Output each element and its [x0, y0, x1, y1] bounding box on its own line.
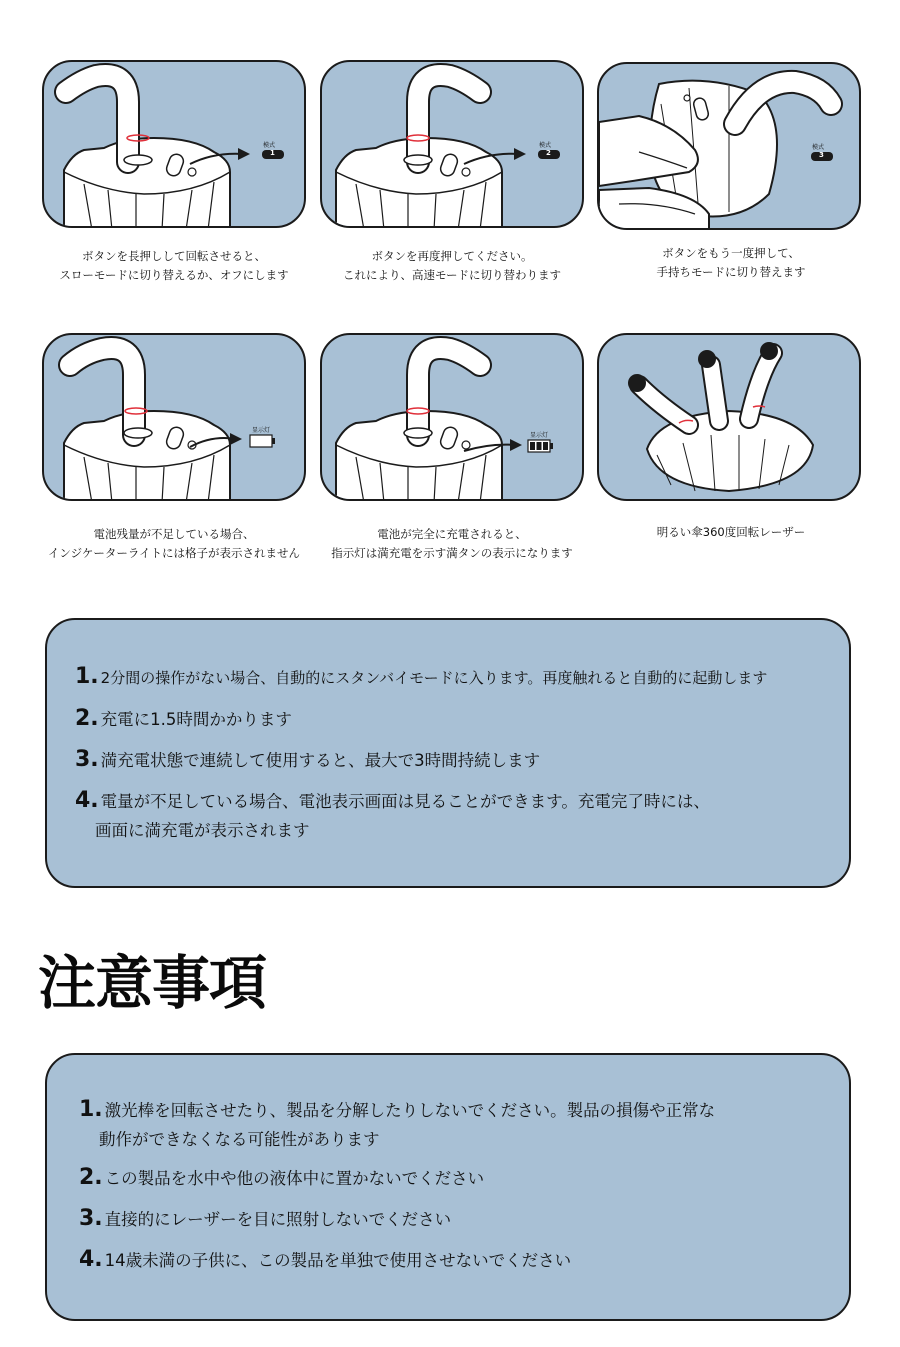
caption-line: ボタンをもう一度押して、 — [662, 246, 800, 260]
caption-line: 指示灯は満充電を示す満タンの表示になります — [331, 546, 573, 560]
caption-line: スローモードに切り替えるか、オフにします — [59, 268, 289, 282]
note-text: 2分間の操作がない場合、自動的にスタンバイモードに入ります。再度触れると自動的に起動します — [100, 669, 768, 687]
note-text: 満充電状態で連続して使用すると、最大で3時間持続します — [100, 751, 541, 770]
caption-line: ボタンを長押しして回転させると、 — [82, 249, 266, 263]
caption-line: 電池残量が不足している場合、 — [93, 527, 255, 541]
mode-label: 模式 — [539, 142, 552, 149]
caption-line: インジケーターライトには格子が表示されません — [47, 546, 301, 560]
note-number: 2. — [75, 706, 99, 731]
mode-number: 3 — [819, 151, 824, 159]
note-text: 充電に1.5時間かかります — [100, 710, 292, 729]
caution-4 — [79, 1247, 571, 1272]
usage-note-4 — [75, 788, 710, 841]
caution-number: 1. — [79, 1097, 103, 1122]
mode-number: 1 — [270, 149, 275, 157]
step-3-caption — [581, 244, 881, 282]
umbrella-device-illustration — [44, 335, 306, 501]
step-1-caption — [24, 247, 324, 285]
step-6-illustration — [597, 333, 861, 501]
usage-note-1 — [75, 664, 767, 689]
caution-2 — [79, 1165, 484, 1190]
step-1-illustration — [42, 60, 306, 228]
caution-text-continued: 動作ができなくなる可能性があります — [99, 1130, 380, 1149]
mode-number: 2 — [546, 149, 551, 157]
caption-line: 手持ちモードに切り替えます — [656, 265, 806, 279]
caption-line: 電池が完全に充電されると、 — [377, 527, 527, 541]
mode-label: 模式 — [812, 144, 825, 151]
step-3-illustration — [597, 62, 861, 230]
step-2-caption — [302, 247, 602, 285]
indicator-label: 显示灯 — [530, 432, 549, 439]
caution-number: 4. — [79, 1247, 103, 1272]
caption-line: 明るい傘360度回転レーザー — [656, 525, 806, 539]
cautions-box — [45, 1053, 851, 1321]
mode-label: 模式 — [263, 142, 276, 149]
page-title: 注意事項 — [38, 949, 267, 1017]
caption-line: ボタンを再度押してください。 — [371, 249, 533, 263]
note-text: 電量が不足している場合、電池表示画面は見ることができます。充電完了時には、 — [100, 792, 710, 811]
step-4-illustration — [42, 333, 306, 501]
usage-note-2 — [75, 706, 292, 731]
step-6-caption — [581, 523, 881, 542]
step-5-illustration — [320, 333, 584, 501]
umbrella-device-illustration — [322, 335, 584, 501]
note-number: 3. — [75, 747, 99, 772]
note-text-continued: 画面に満充電が表示されます — [95, 821, 310, 840]
caution-number: 2. — [79, 1165, 103, 1190]
battery-icon — [250, 435, 272, 447]
step-5-caption — [302, 525, 602, 563]
caption-line: これにより、高速モードに切り替わります — [342, 268, 562, 282]
caution-text: 直接的にレーザーを目に照射しないでください — [104, 1210, 452, 1229]
caution-text: この製品を水中や他の液体中に置かないでください — [104, 1169, 485, 1188]
usage-note-3 — [75, 747, 540, 772]
step-2-illustration — [320, 60, 584, 228]
laser-umbrella-illustration — [599, 335, 861, 501]
caution-number: 3. — [79, 1206, 103, 1231]
caution-text: 激光棒を回転させたり、製品を分解したりしないでください。製品の損傷や正常な — [104, 1101, 716, 1120]
caution-1 — [79, 1097, 715, 1150]
note-number: 4. — [75, 788, 99, 813]
note-number: 1. — [75, 664, 99, 689]
caution-text: 14歳未満の子供に、この製品を単独で使用させないでください — [104, 1251, 572, 1270]
step-4-caption — [24, 525, 324, 563]
caution-3 — [79, 1206, 451, 1231]
indicator-label: 显示灯 — [252, 427, 271, 434]
usage-notes-box — [45, 618, 851, 888]
